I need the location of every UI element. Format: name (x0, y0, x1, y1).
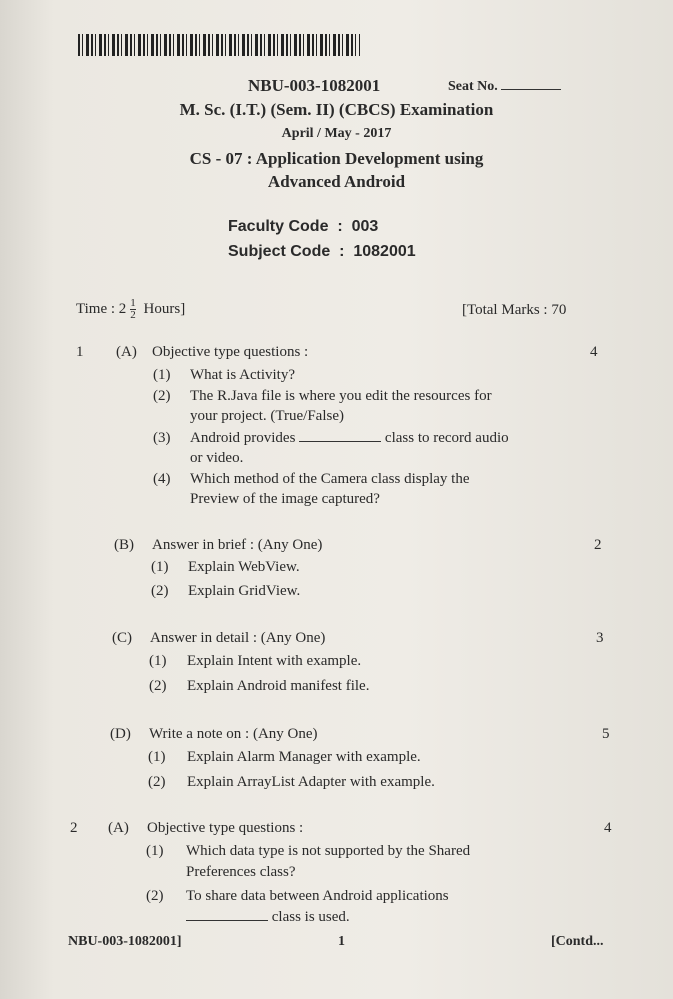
q1c-item-number: (1) (149, 653, 167, 669)
faculty-code: Faculty Code : 003 (228, 218, 379, 235)
q2a-item-number: (1) (146, 843, 164, 859)
q1a-item-4-line2: Preview of the image captured? (190, 491, 380, 507)
q1b-label: (B) (114, 537, 134, 553)
total-marks: [Total Marks : 70 (462, 302, 567, 318)
q2a-item-number: (2) (146, 888, 164, 904)
q1a-item-1: What is Activity? (190, 367, 295, 383)
q1a-item-4-line1: Which method of the Camera class display the (190, 471, 470, 487)
time-allowed: Time : 2 $\frac{1}{2}$ Hours] (76, 297, 186, 321)
footer-code: NBU-003-1082001] (68, 934, 182, 949)
q1b-item-number: (1) (151, 559, 169, 575)
q1b-title: Answer in brief : (Any One) (152, 537, 323, 553)
q1d-title: Write a note on : (Any One) (149, 726, 318, 742)
q1d-item-1: Explain Alarm Manager with example. (187, 749, 421, 765)
q1d-item-number: (2) (148, 774, 166, 790)
exam-session: April / May - 2017 (281, 126, 392, 141)
q1a-item-number: (4) (153, 471, 171, 487)
q1c-label: (C) (112, 630, 132, 646)
q1d-item-2: Explain ArrayList Adapter with example. (187, 774, 435, 790)
barcode (78, 34, 360, 56)
continued-label: [Contd... (551, 934, 604, 949)
seat-label: Seat No. (448, 79, 561, 95)
q2a-marks: 4 (604, 820, 612, 836)
q1a-item-number: (3) (153, 430, 171, 446)
q2a-item-2-line2: class is used. (186, 909, 350, 926)
q1c-item-2: Explain Android manifest file. (187, 678, 370, 694)
q1b-item-number: (2) (151, 583, 169, 599)
q2a-title: Objective type questions : (147, 820, 304, 836)
page-number: 1 (338, 934, 345, 949)
q2a-item-1-line1: Which data type is not supported by the Shared (186, 843, 471, 859)
q2a-item-2-line1: To share data between Android applications (186, 888, 449, 904)
q1a-item-number: (2) (153, 388, 171, 404)
q2-number: 2 (70, 820, 78, 836)
q1d-marks: 5 (602, 726, 610, 742)
subject-code: Subject Code : 1082001 (228, 243, 416, 260)
subject-line-1: CS - 07 : Application Development using (189, 149, 484, 168)
paper-code: NBU-003-1082001 (248, 76, 381, 95)
q1a-item-number: (1) (153, 367, 171, 383)
q1c-item-number: (2) (149, 678, 167, 694)
exam-title: M. Sc. (I.T.) (Sem. II) (CBCS) Examination (179, 100, 494, 119)
q1b-item-2: Explain GridView. (188, 583, 301, 599)
q1a-item-2-line2: your project. (True/False) (190, 408, 344, 424)
q1c-item-1: Explain Intent with example. (187, 653, 362, 669)
q1c-marks: 3 (596, 630, 604, 646)
q1b-marks: 2 (594, 537, 602, 553)
q2a-label: (A) (108, 820, 129, 836)
q1b-item-1: Explain WebView. (188, 559, 300, 575)
q1a-label: (A) (116, 344, 137, 360)
q1d-label: (D) (110, 726, 131, 742)
q1a-item-3-line2: or video. (190, 450, 244, 466)
subject-line-2: Advanced Android (267, 172, 406, 191)
q1a-marks: 4 (590, 344, 598, 360)
q1a-item-2-line1: The R.Java file is where you edit the resources for (190, 388, 492, 404)
q1d-item-number: (1) (148, 749, 166, 765)
q1-number: 1 (76, 344, 84, 360)
q1c-title: Answer in detail : (Any One) (150, 630, 326, 646)
q1a-title: Objective type questions : (152, 344, 309, 360)
q2a-item-1-line2: Preferences class? (186, 864, 296, 880)
q1a-item-3-line1: Android provides class to record audio (190, 430, 509, 446)
